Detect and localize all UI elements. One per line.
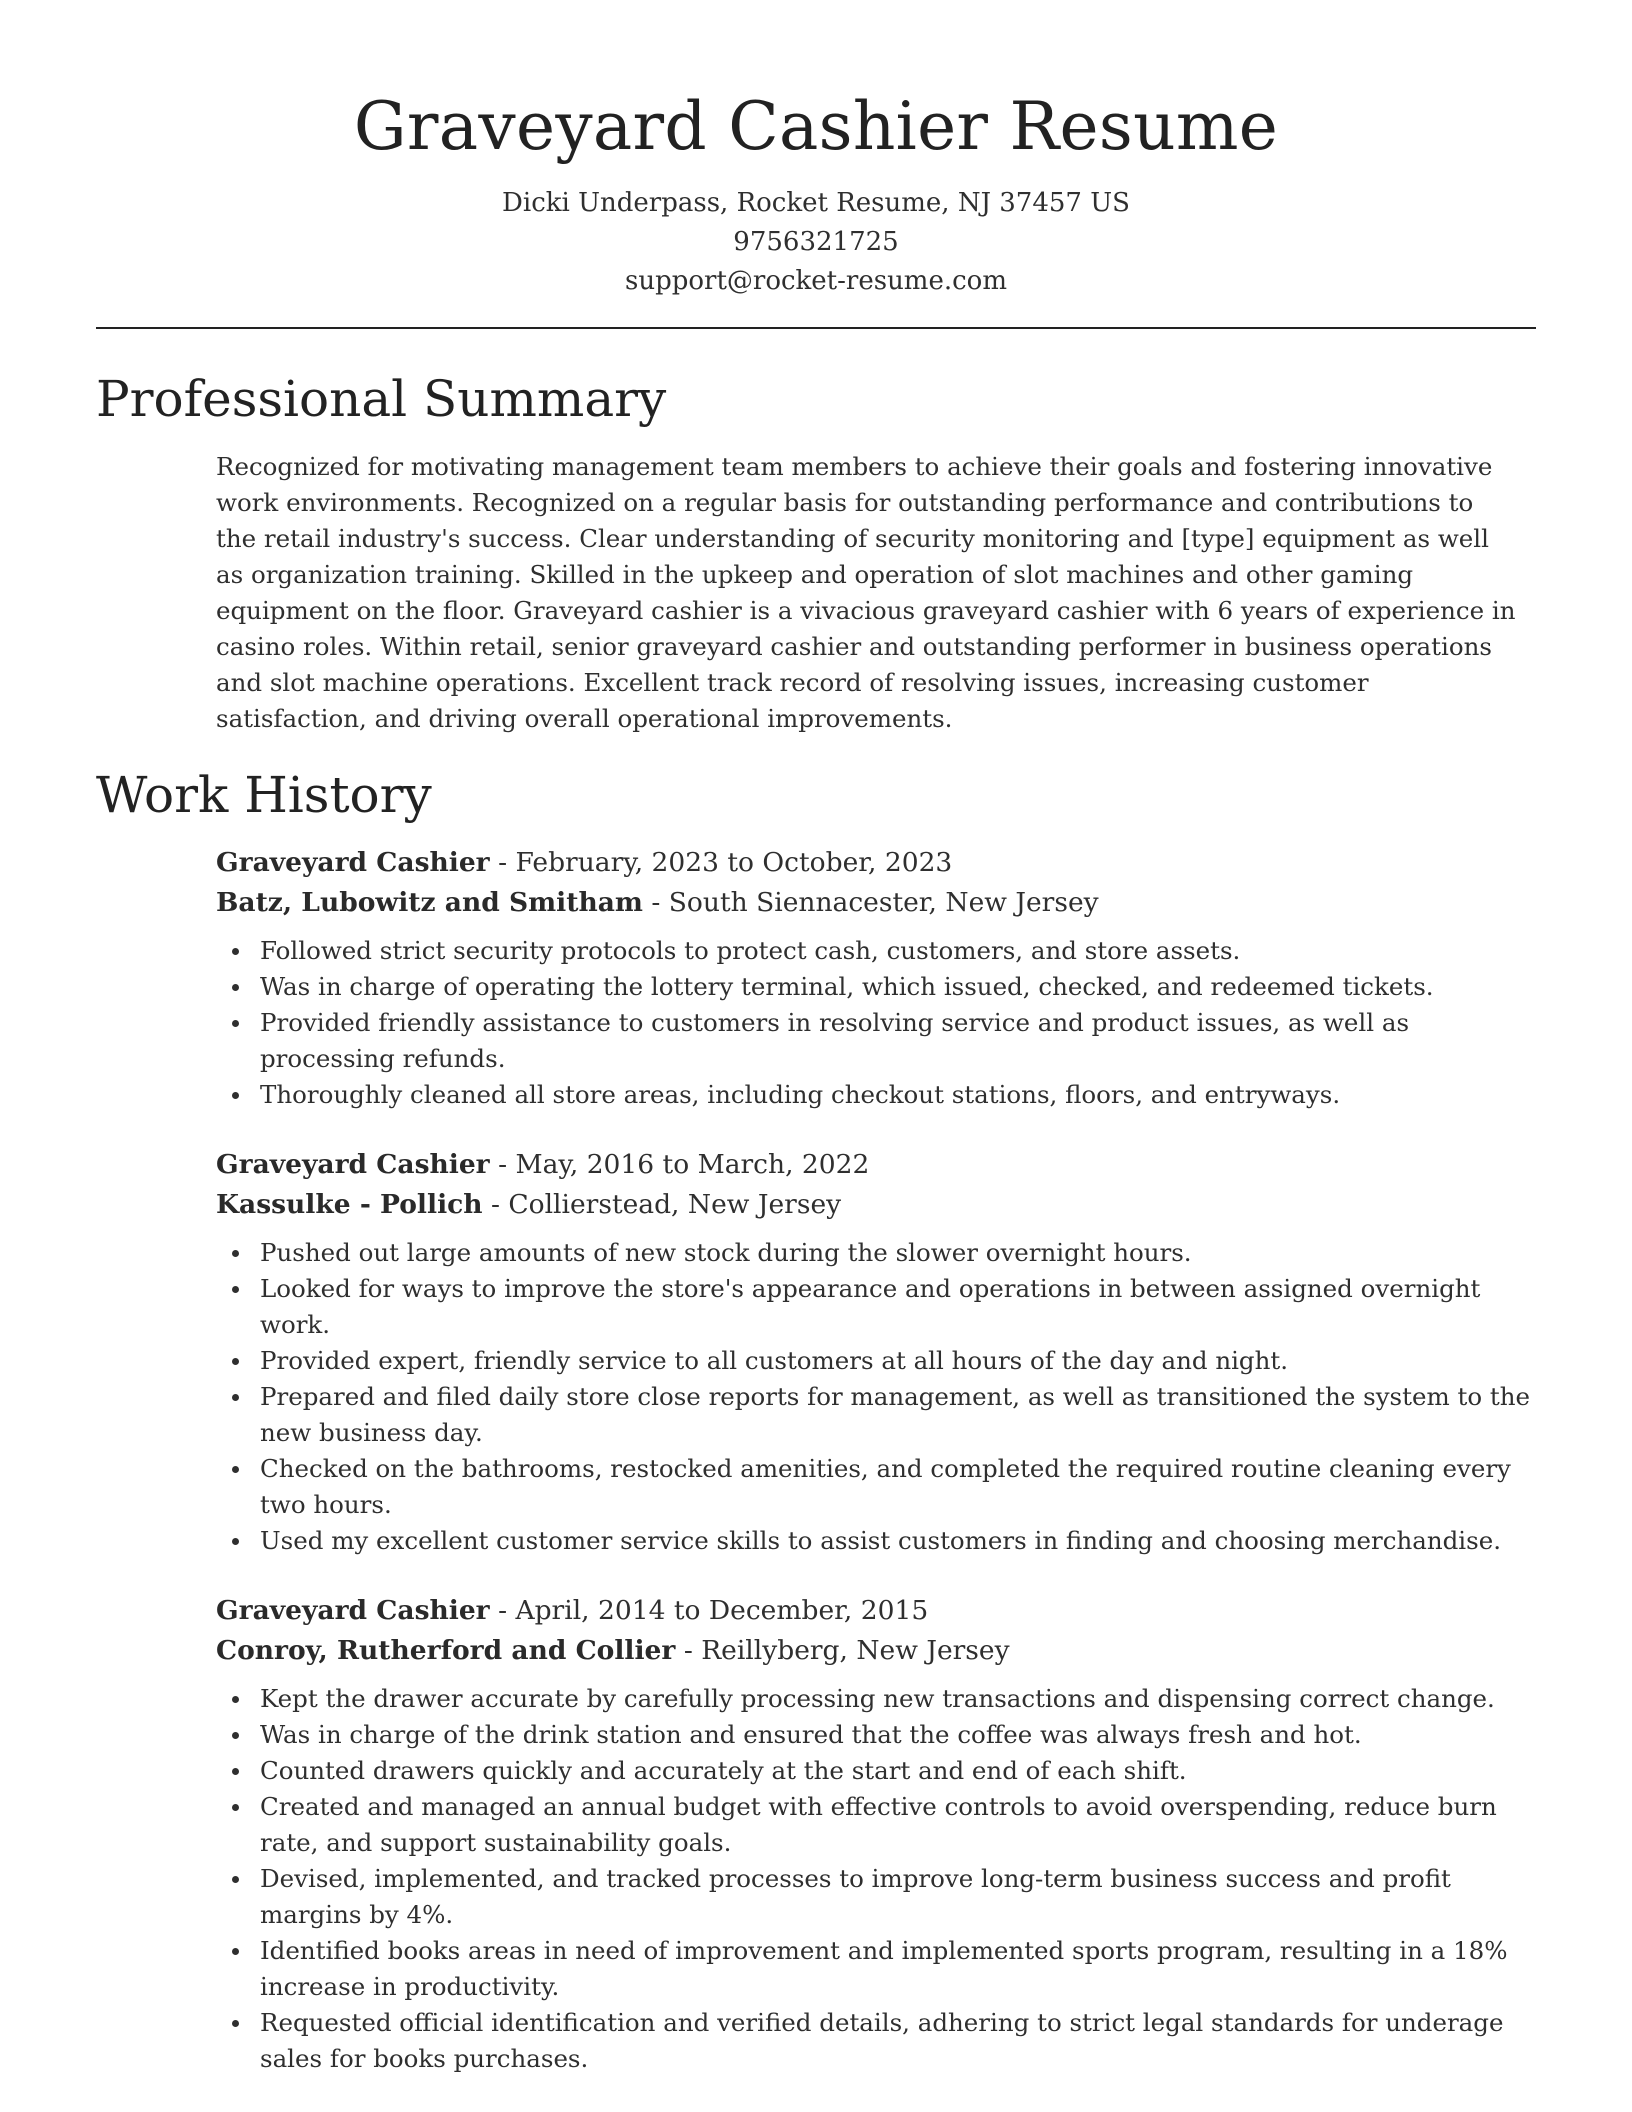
job-duty: Prepared and filed daily store close reports for management, as well as transitioned the system to the new business day. (216, 1379, 1536, 1451)
job-dates: - April, 2014 to December, 2015 (489, 1595, 929, 1626)
contact-info (96, 184, 1536, 301)
job-duty: Was in charge of operating the lottery terminal, which issued, checked, and redeemed tickets. (216, 969, 1536, 1005)
job-company: Conroy, Rutherford and Collier (216, 1635, 676, 1666)
job-duty: Provided expert, friendly service to all customers at all hours of the day and night. (216, 1343, 1536, 1379)
resume-header (96, 0, 1536, 301)
job-duties (216, 933, 1536, 1113)
job-duty: Looked for ways to improve the store's appearance and operations in between assigned overnight work. (216, 1271, 1536, 1343)
job-dates: - May, 2016 to March, 2022 (489, 1149, 870, 1180)
job-duty: Kept the drawer accurate by carefully processing new transactions and dispensing correct change. (216, 1681, 1536, 1717)
job-duty: Provided friendly assistance to customers in resolving service and product issues, as well as processing refunds. (216, 1005, 1536, 1077)
job-duty: Thoroughly cleaned all store areas, including checkout stations, floors, and entryways. (216, 1077, 1536, 1113)
job-duty: Was in charge of the drink station and ensured that the coffee was always fresh and hot. (216, 1717, 1536, 1753)
job-entry (216, 1145, 1536, 1559)
job-title-line (216, 843, 1536, 883)
contact-address: Dicki Underpass, Rocket Resume, NJ 37457 US (502, 188, 1130, 218)
page-title: Graveyard Cashier Resume (353, 88, 1279, 165)
job-duty: Identified books areas in need of improvement and implemented sports program, resulting in a 18% increase in productivity. (216, 1933, 1536, 2005)
job-company: Kassulke - Pollich (216, 1189, 483, 1220)
contact-email: support@rocket-resume.com (624, 266, 1007, 296)
job-location: - South Siennacester, New Jersey (642, 887, 1099, 918)
job-duty: Devised, implemented, and tracked processes to improve long-term business success and profit margins by 4%. (216, 1861, 1536, 1933)
job-entry (216, 843, 1536, 1113)
job-duty: Pushed out large amounts of new stock during the slower overnight hours. (216, 1235, 1536, 1271)
job-company-line (216, 1185, 1536, 1225)
job-title: Graveyard Cashier (216, 1595, 490, 1626)
job-dates: - February, 2023 to October, 2023 (489, 847, 953, 878)
job-title-line (216, 1591, 1536, 1631)
job-title-line (216, 1145, 1536, 1185)
job-entry (216, 1591, 1536, 2077)
job-location: - Collierstead, New Jersey (482, 1189, 842, 1220)
summary-text: Recognized for motivating management team members to achieve their goals and fostering innovative work environments. Recognized on a regular basis for outstanding performance and contributions to the retail industry's success. Clear understanding of security monitoring and [type] equipment as well as organization training. Skilled in the upkeep and operation of slot machines and other gaming equipment on the floor. Graveyard cashier is a vivacious graveyard cashier with 6 years of experience in casino roles. Within retail, senior graveyard cashier and outstanding performer in business operations and slot machine operations. Excellent track record of resolving issues, increasing customer satisfaction, and driving overall operational improvements. (216, 452, 1516, 733)
job-company-line (216, 883, 1536, 923)
job-duty: Followed strict security protocols to protect cash, customers, and store assets. (216, 933, 1536, 969)
job-duty: Requested official identification and verified details, adhering to strict legal standards for underage sales for books purchases. (216, 2005, 1536, 2077)
work-history-heading: Work History (96, 766, 432, 824)
work-history-list (96, 843, 1536, 2077)
job-title: Graveyard Cashier (216, 847, 490, 878)
job-duty: Created and managed an annual budget with effective controls to avoid overspending, reduce burn rate, and support sustainability goals. (216, 1789, 1536, 1861)
job-duty: Used my excellent customer service skills to assist customers in finding and choosing merchandise. (216, 1523, 1536, 1559)
job-company-line (216, 1631, 1536, 1671)
job-company: Batz, Lubowitz and Smitham (216, 887, 643, 918)
job-duty: Checked on the bathrooms, restocked amenities, and completed the required routine cleaning every two hours. (216, 1451, 1536, 1523)
contact-phone: 9756321725 (733, 227, 899, 257)
job-duties (216, 1235, 1536, 1559)
summary-heading: Professional Summary (96, 370, 667, 428)
job-location: - Reillyberg, New Jersey (675, 1635, 1010, 1666)
job-title: Graveyard Cashier (216, 1149, 490, 1180)
job-duty: Counted drawers quickly and accurately at the start and end of each shift. (216, 1753, 1536, 1789)
job-duties (216, 1681, 1536, 2077)
header-divider (96, 327, 1536, 329)
